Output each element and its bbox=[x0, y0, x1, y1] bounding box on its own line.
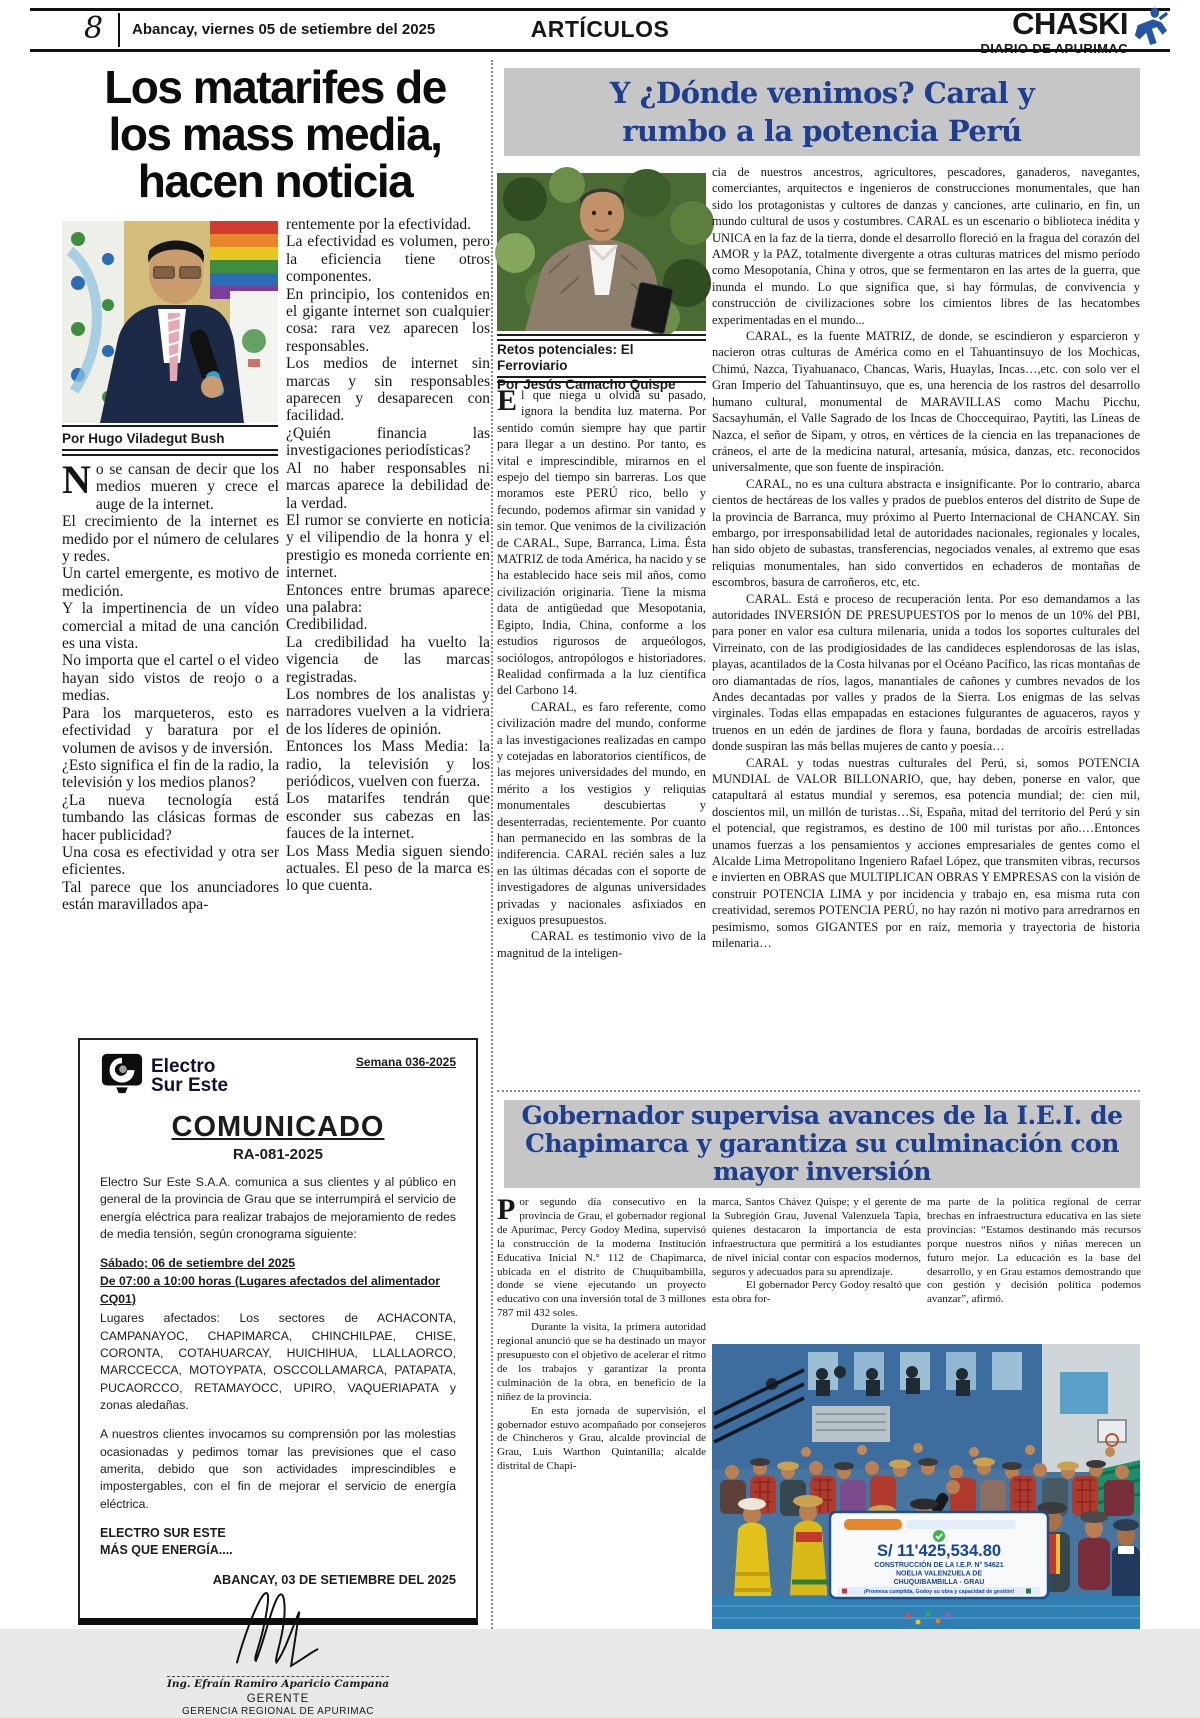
paragraph: Un cartel emergente, es motivo de medición. bbox=[62, 565, 279, 600]
signature-icon bbox=[100, 1587, 456, 1674]
ferroviario-photo bbox=[497, 173, 706, 331]
brand-name: CHASKI bbox=[1012, 6, 1128, 41]
drop-cap: N bbox=[62, 457, 91, 502]
ferroviario-caption-rule-top bbox=[497, 334, 706, 341]
ferroviario-caption-line1: Retos potenciales: El Ferroviario bbox=[497, 342, 634, 374]
caral-wide-column bbox=[712, 164, 1140, 1056]
paragraph: marca, Santos Chávez Quispe; y el gerente de la Subregión Grau, Juvenal Valenzuela Tapia, quienes destacaron la importancia de esta infraestructura que permitirá a los estudiantes de nivel inicial contar con espacios modernos, seguros y adecuados para su aprendizaje. bbox=[712, 1196, 921, 1278]
ferroviario-caption-line2: Por Jesús Camacho Quispe bbox=[497, 377, 676, 393]
paragraph-text: o se cansan de decir que los medios mueren y crece el auge de la internet. bbox=[95, 461, 279, 513]
paragraph: La efectividad es volumen, pero la eficiencia tiene otros componentes. bbox=[286, 233, 490, 286]
ad-header bbox=[100, 1052, 456, 1101]
gob-title-line2: Chapimarca y garantiza su culminación con bbox=[525, 1129, 1119, 1158]
signer-office: GERENCIA REGIONAL DE APURIMAC bbox=[182, 1706, 374, 1718]
left-article-title bbox=[55, 61, 495, 207]
section-title: ARTÍCULOS bbox=[530, 16, 670, 42]
paragraph: CARAL y todas nuestras culturales del Perú, si, somos POTENCIA MUNDIAL de VALOR BILLONARIO, que, hay deben, ponerse en valor, que catapultará al estatus mundial y seremos, esa potencia mundial; de: cien mil, doscientos mil, un millón de turistas…Si, España, mitad del territorio del Perú y sin el potencial, que registramos, es destino de 100 mil turistas por año.…Entonces unamos fuerzas a los pensamientos y acciones empresariales de gentes como el Alcalde Lima Metropolitano Ingeniero Rafael López, que transmiten vibras, recursos e invierten en OBRAS que MULTIPLICAN OBRAS Y EMPRESAS con la visión de construir POTENCIA LIMA y por incidencia y trabajo en, esa misma ruta con creatividad, seremos POTENCIA PERÚ, no hay razón ni motivo para arredrarnos en pesimismo, somos GIGANTES por en raíz, memoria y trayectoria de historia milenaria… bbox=[712, 755, 1140, 951]
signer-role: GERENTE bbox=[246, 1692, 310, 1705]
left-title-line1: Los matarifes de bbox=[104, 61, 446, 113]
left-title-line3: hacen noticia bbox=[137, 154, 413, 207]
paragraph: ma parte de la política regional de cerrar brechas en infraestructura educativa en las siete provincias: “Estamos destinando más recursos porque nuestros niños y niñas merecen un futuro mejor. La educación es la base del desarrollo, y en Grau estamos demostrando que con gestión y decisión política podemos avanzar”, afirmó. bbox=[927, 1196, 1141, 1306]
paragraph: La credibilidad ha vuelto la vigencia de las marcas registradas. bbox=[286, 633, 490, 686]
paragraph: Los Mass Media siguen siendo actuales. El peso de la marca es lo que cuenta. bbox=[286, 842, 490, 895]
ferroviario-caption bbox=[497, 342, 706, 394]
check-amount: S/ 11'425,534.80 bbox=[876, 1542, 1002, 1560]
signer-block bbox=[100, 1674, 456, 1718]
ad-intro: Electro Sur Este S.A.A. comunica a sus clientes y al público en general de la provincia de Grau que se interrumpirá el servicio de energía eléctrica para realizar trabajos de mejoramiento de redes de media tensión, según cronograma siguiente: bbox=[100, 1175, 456, 1241]
paragraph: Entonces entre brumas aparece una palabra: bbox=[286, 581, 490, 616]
header-divider bbox=[118, 13, 120, 47]
gob-title-line3: mayor inversión bbox=[713, 1157, 931, 1186]
paragraph: ¿Esto significa el fin de la radio, la televisión y los medios planos? bbox=[62, 756, 279, 792]
masthead bbox=[980, 8, 1128, 55]
ad-week: Semana 036-2025 bbox=[355, 1055, 456, 1069]
edition-date: Abancay, viernes 05 de setiembre del 2025 bbox=[132, 21, 436, 38]
paragraph: Durante la visita, la primera autoridad regional anunció que se ha destinado un mayor presupuesto con el objetivo de acelerar el ritmo de los trabajos y garantizar la pronta culminación de la obra, en beneficio de la niñez de la provincia. bbox=[497, 1321, 706, 1403]
paragraph: CARAL, no es una cultura abstracta e insignificante. Por lo contrario, abarca cientos de hectáreas de los valles y prados de pueblos enteros del distrito de Supe de la provincia de Barranca, muy próximo al Puerto Internacional de CHANCAY. Sin embargo, por irresponsabilidad letal de autoridades nacionales, regionales y locales, han sido objeto de subastas, transferencias, negociados venales, al extremo que esas reliquias monumentales, han sido convertidos en echaderos de montañas de escombros, basura de carroñeros, etc, etc. bbox=[712, 476, 1140, 590]
paragraph: En principio, los contenidos en el gigante internet son cualquier cosa: rara vez aparecen los responsables. bbox=[286, 285, 490, 355]
section-divider bbox=[497, 1090, 1140, 1092]
paragraph: Al no haber responsables ni marcas aparece la debilidad de la verdad. bbox=[286, 459, 490, 512]
paragraph: CARAL. Está e proceso de recuperación lenta. Por eso demandamos a las autoridades INVERSIÓN DE PRESUPUESTOS por lo menos de un 10% del PBI, para poner en valor esa cultura milenaria, unida a todos los soportes culturales del Virreinato, con de las prodigiosidades de las candideces esplendorosas de las islas, playas, acantilados de la Costa hilvanas por el Océano Pacífico, las ricas montañas de oro diamantadas de ríos, lagos, manantiales de cañones y cumbres nevados de los Andes decantadas por valles y prados de la Sierra. Los enigmas de las selvas virginales. Todas ellas empapadas en estaciones fulgurantes de aguaceros, rayos y truenos en un edén de jardines de flora y fauna, bordadas de arcoíris estrelladas donde suspiran las más bellas mujeres de canto y poesía… bbox=[712, 591, 1140, 754]
paragraph: Para los marqueteros, esto es efectividad y baratura por el volumen de avisos y de inversión. bbox=[62, 704, 279, 757]
electro-brand-text bbox=[151, 1058, 228, 1094]
check-line2: NOELIA VALENZUELA DE bbox=[895, 1570, 983, 1578]
ad-place-date: ABANCAY, 03 DE SETIEMBRE DEL 2025 bbox=[212, 1571, 456, 1587]
left-article-byline: Por Hugo Viladegut Bush bbox=[62, 431, 225, 446]
ad-reference: RA-081-2025 bbox=[232, 1146, 324, 1163]
paragraph: CARAL es testimonio vivo de la magnitud de la inteligen- bbox=[497, 929, 706, 960]
column-divider bbox=[491, 60, 493, 1629]
gob-column-2 bbox=[712, 1196, 921, 1342]
paragraph: No importa que el cartel o el video hayan sido vistos de reojo o a medias. bbox=[62, 652, 279, 705]
header-bottom-rule bbox=[30, 49, 1170, 52]
paragraph: En esta jornada de supervisión, el gobernador estuvo acompañado por consejeros de Chincheros y Grau, alcalde provincial de Grau, Luis Warthon Quintanilla; alcalde distrital de Chapi- bbox=[497, 1404, 706, 1473]
check-line4: ¡Promesa cumplida, Godoy su obra y capacidad de gestión! bbox=[863, 1589, 1015, 1595]
electro-brand-line1: Electro bbox=[151, 1056, 216, 1078]
electro-logo bbox=[100, 1052, 228, 1101]
paragraph: Los matarifes tendrán que esconder sus cabezas en las fauces de la internet. bbox=[286, 790, 490, 843]
paragraph: ¿La nueva tecnología está tumbando las clásicas formas de hacer publicidad? bbox=[62, 791, 279, 844]
ad-company-slogan: MÁS QUE ENERGÍA.... bbox=[100, 1543, 233, 1558]
ad-title: COMUNICADO bbox=[171, 1111, 385, 1143]
check-line3: CHUQUIBAMBILLA - GRAU bbox=[893, 1579, 985, 1586]
ad-apology: A nuestros clientes invocamos su comprensión por las molestias ocasionadas y pedimos tomar las previsiones que el caso amerita, debido que son actividades imprescindibles e impostergables, con el fin de mejorar el servicio de energía eléctrica. bbox=[100, 1427, 456, 1511]
paragraph: Los medios de internet sin marcas y sin responsables aparecen y desaparecen con facilidad. bbox=[286, 355, 490, 425]
paragraph: Una cosa es efectividad y otra ser eficientes. bbox=[62, 843, 279, 879]
paragraph-text: or segundo día consecutivo en la provincia de Grau, el gobernador regional de Apurímac, Percy Godoy Medina, supervisó la construcción de la moderna Institución Educativa Inicial N.° 112 de Chapimarca, ubicada en el distrito de Chuquibambilla, donde se viene ejecutando un proyecto educativo con una inversión total de 3 millones 787 mil 432 soles. bbox=[497, 1196, 706, 1320]
left-article-column-1 bbox=[62, 457, 279, 1014]
paragraph: CARAL, es faro referente, como civilización madre del mundo, conforme a las investigaciones realizadas en campo y cotejadas en laboratorios científicos, de las mejores universidades del mundo, en mérito a los vestigios y reliquias monumentales descubiertas y desenterradas, recientemente. Por cuanto han permanecido en las sombras de la indiferencia. CARAL recién sales a luz en las últimas décadas con el soporte de investigadores de algunas universidades privadas y nacionales asfixiados en exiguos presupuestos. bbox=[497, 699, 706, 927]
ad-company-name: ELECTRO SUR ESTE bbox=[100, 1525, 226, 1540]
signer-name: Ing. Efraín Ramiro Aparicio Campana bbox=[166, 1677, 390, 1690]
paragraph: cia de nuestros ancestros, agricultores, pescadores, ganaderos, navegantes, comerciantes, arquitectos e ingenieros de construcciones monumentales, que han sido los protagonistas y cultores de danzas y canciones, arte culinario, en fin, un mundo cultural de usos y costumbres. CARAL es un escenario o biblioteca inédita y UNICA en la faz de la tierra, donde el desarrollo floreció en la fragua del corazón del AMOR y la PAZ, totalmente divergente a otras culturas matrices del mismo período como Mesopotanía, China y otros, que se fermentaron en las artes de la guerra, que inunda el mundo. Lo que significa que, si hay fórmulas, de convivencia y construcción de civilizaciones sobre los cimientos libres de las hecatombes experimentadas en el mundo... bbox=[712, 165, 1140, 327]
speaker-photo bbox=[62, 221, 278, 422]
paragraph: Credibilidad. bbox=[286, 616, 368, 634]
ad-schedule-time: De 07:00 a 10:00 horas (Lugares afectados del alimentador CQ01) bbox=[100, 1274, 441, 1306]
paragraph: CARAL, es la fuente MATRIZ, de donde, se escindieron y esparcieron y nacieron otras culturas de América como en el Tahuantinsuyo de los Mochicas, Chimú, Nazca, Tiyahuanaco, Chancas, Waris, Huaylas, Incas…,etc. con solo ver el Gran Imperio del Tahuantinsuyo, que es, una herencia de los rastros del desarrollo humano cultural, monumental de MARAVILLAS como Machu Picchu, Sacsayhumán, el Valle Sagrado de los Incas de Choccequirao, Paytiti, las Líneas de Nazca, el señor de Sipam, y otros, en vértices de la ciencia en las trepanaciones de cráneos, el arte de la medicina natural, artesanía, música, danzas, etc. reconocidos universalmente, que son fuente de inspiración. bbox=[712, 329, 1140, 475]
caral-title-line1: Y ¿Dónde venimos? Caral y bbox=[609, 76, 1035, 110]
caral-title-line2: rumbo a la potencia Perú bbox=[622, 114, 1022, 148]
caral-article-title bbox=[504, 68, 1140, 156]
gob-title-line1: Gobernador supervisa avances de la I.E.I. de bbox=[521, 1101, 1123, 1130]
left-article-column-2 bbox=[286, 216, 490, 1014]
paragraph bbox=[497, 1193, 706, 1321]
ad-sign-company bbox=[100, 1525, 456, 1560]
paragraph: El gobernador Percy Godoy resaltó que esta obra for- bbox=[712, 1279, 921, 1306]
check-line1: CONSTRUCCIÓN DE LA I.E.P. N° 54621 bbox=[874, 1562, 1004, 1569]
paragraph: Entonces los Mass Media: la radio, la televisión y los periódicos, vuelven con fuerza. bbox=[286, 738, 490, 790]
electro-sur-este-ad bbox=[78, 1038, 478, 1718]
paragraph: Y la impertinencia de un vídeo comercial a mitad de una canción es una vista. bbox=[62, 600, 279, 653]
paragraph bbox=[62, 457, 279, 513]
page-number: 8 bbox=[84, 11, 104, 46]
byline-double-rule bbox=[62, 449, 278, 456]
paragraph: rentemente por la efectividad. bbox=[286, 216, 472, 233]
electro-logo-icon bbox=[100, 1052, 144, 1101]
gob-column-1 bbox=[497, 1193, 706, 1629]
paragraph: El crecimiento de la internet es medido por el número de celulares y redes. bbox=[62, 513, 279, 566]
chaski-runner-icon bbox=[1132, 6, 1170, 48]
caption-rule bbox=[62, 425, 278, 427]
electro-brand-line2: Sur Este bbox=[151, 1074, 229, 1096]
gobernador-article-title bbox=[504, 1100, 1140, 1188]
ad-affected-areas: Lugares afectados: Los sectores de ACHACONTA, CAMPANAYOC, CHAPIMARCA, CHINCHILPAE, CHISE, CORONTA, COTAHUARCAY, HUICHIHUA, LLALLAORCO, MARCCECCA, MOTOYPATA, OSCCOLLAMARCA, PATAPATA, PUCAORCCO, RETAMAYOCC, UPIRO, VAQUERIAPATA y zonas aledañas. bbox=[100, 1311, 456, 1413]
paragraph: ¿Quién financia las investigaciones periodísticas? bbox=[286, 424, 490, 460]
gob-column-3 bbox=[927, 1196, 1141, 1342]
ferroviario-caption-rule-bottom bbox=[497, 376, 706, 383]
drop-cap: P bbox=[497, 1193, 516, 1226]
check-sign bbox=[830, 1512, 1048, 1598]
paragraph: Los nombres de los analistas y narradores vuelven a la vidriera de los líderes de opinión. bbox=[286, 685, 490, 738]
paragraph: Tal parece que los anunciadores están maravillados apa- bbox=[62, 878, 279, 914]
ceremony-photo bbox=[712, 1344, 1140, 1629]
drop-cap: E bbox=[497, 384, 518, 417]
ad-schedule-date: Sábado; 06 de setiembre del 2025 bbox=[100, 1256, 296, 1271]
left-title-line2: los mass media, bbox=[108, 107, 442, 160]
rainbow-flag bbox=[210, 221, 278, 299]
paragraph-text: l que niega u olvida su pasado, ignora la bendita luz materna. Por sentido común siempre hay que partir para llegar a un destino. Por tanto, es vital e imprescindible, mirarnos en el espejo del tiempo sin barreras. Los que moramos este PERÚ rico, bello y fecundo, podemos afirmar sin vanidad y sin temor. Que venimos de la civilización de CARAL, Supe, Barranca, Lima. Ésta MATRIZ de toda América, ha nacido y se ha establecido hace seis mil años, como civilización originaria. Tiene la misma data de antigüedad que Mesopotania, Egipto, India, China, conforme a los estudios rigurosos de arqueólogos, sociólogos, antropólogos e historiadores. Realidad confirmada a la luz científica del Carbono 14. bbox=[497, 388, 706, 698]
paragraph: El rumor se convierte en noticia y el vilipendio de la honra y el prestigio es moneda corriente en internet. bbox=[286, 511, 490, 582]
